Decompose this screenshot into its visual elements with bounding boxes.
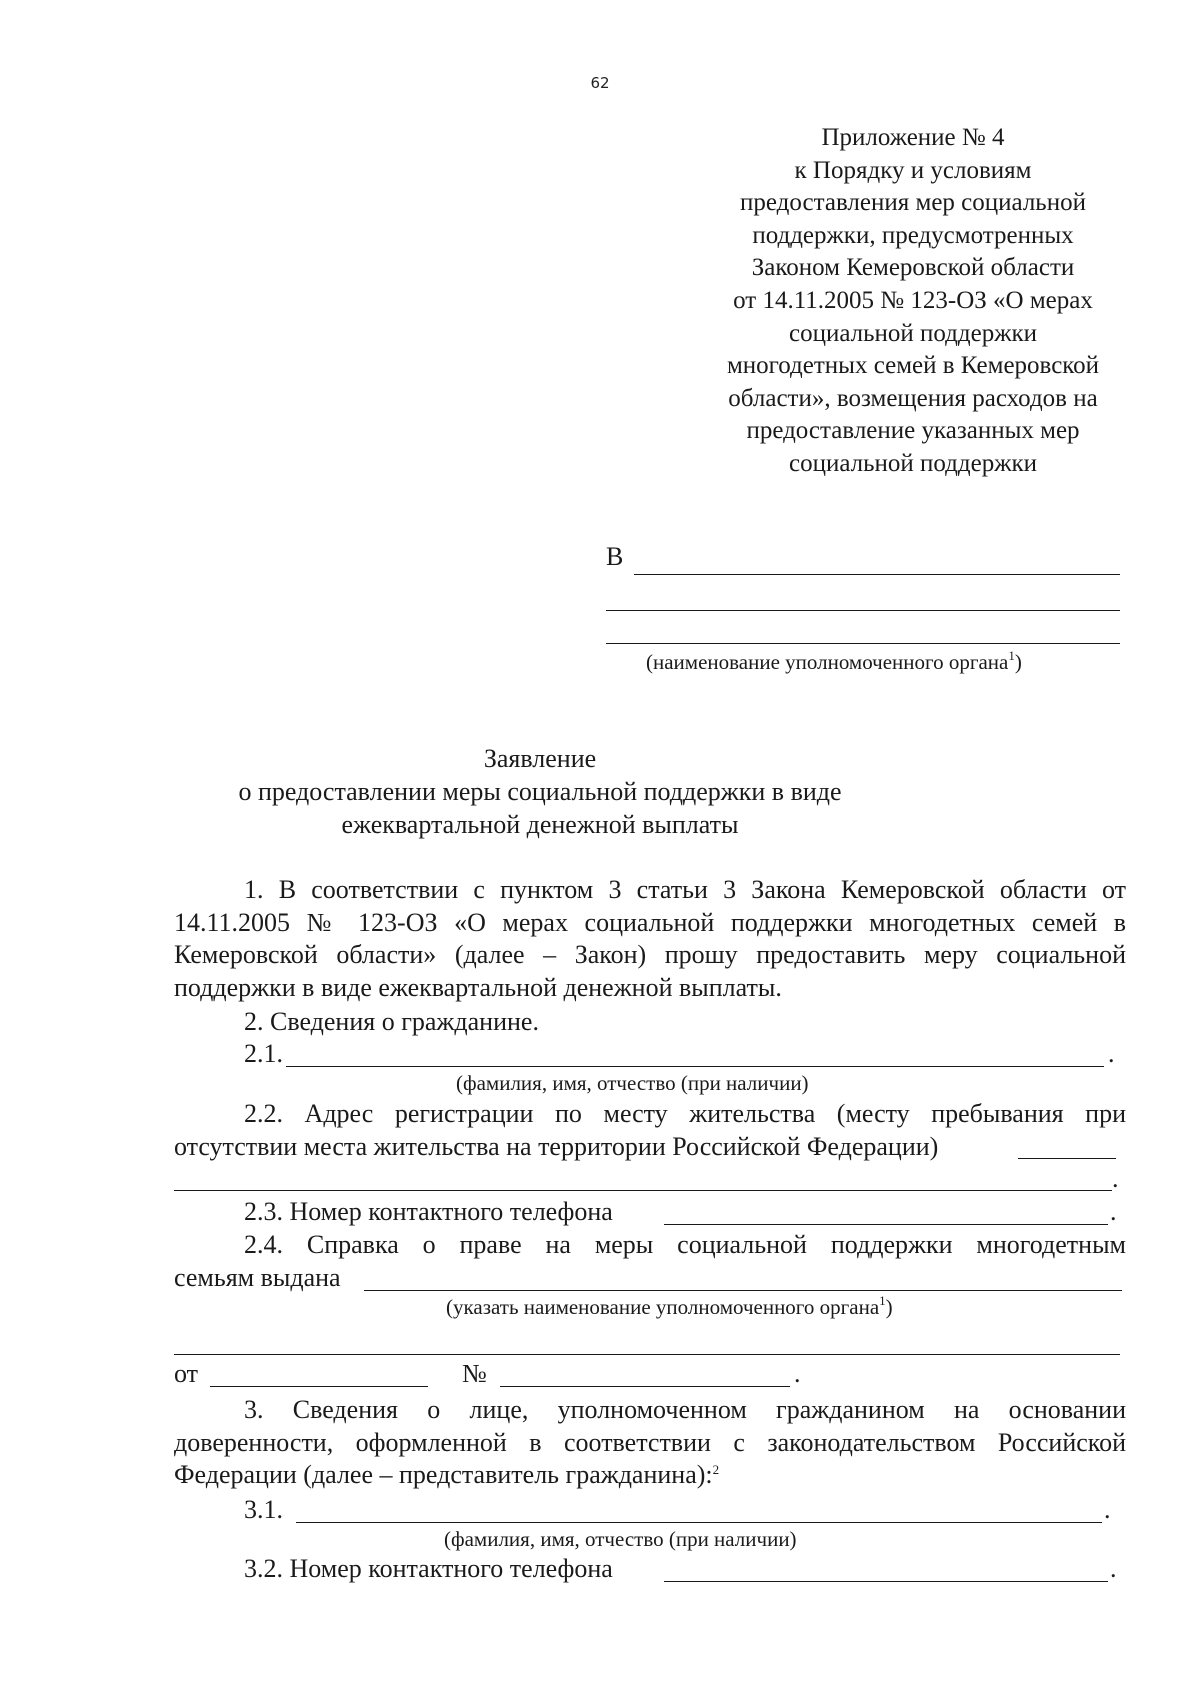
appendix-line: от 14.11.2005 № 123-ОЗ «О мерах <box>733 286 1093 314</box>
field-2-4-no-label: № <box>462 1359 487 1388</box>
addressee-row-1 <box>606 542 1120 576</box>
field-2-3-end: . <box>1110 1197 1117 1226</box>
field-2-2-end: . <box>1112 1164 1119 1193</box>
field-3-1-end: . <box>1104 1495 1111 1524</box>
addressee-blank-1[interactable] <box>634 574 1120 575</box>
field-2-1-label: 2.1. <box>244 1039 283 1068</box>
field-2-4-caption-text: (указать наименование уполномоченного органа <box>446 1295 880 1319</box>
field-2-4-issuer-blank[interactable] <box>364 1290 1122 1291</box>
addressee-prefix: В <box>606 542 624 571</box>
field-2-1-blank[interactable] <box>286 1066 1104 1067</box>
paragraph-1 <box>174 874 1126 1004</box>
paragraph-2-2-content: 2.2. Адрес регистрации по месту жительства (месту пребывания при отсутствии места жительства на территории Российской Федерации) <box>174 1099 1126 1161</box>
field-3-1-caption: (фамилия, имя, отчество (при наличии) <box>444 1527 797 1551</box>
page-number: 62 <box>590 74 610 92</box>
field-3-2-blank[interactable] <box>664 1581 1108 1582</box>
field-3-2-label: 3.2. Номер контактного телефона <box>244 1554 613 1583</box>
paragraph-2-2 <box>174 1098 1126 1163</box>
paragraph-3 <box>174 1394 1126 1492</box>
title-sub-block <box>174 775 1126 841</box>
field-2-4-line-1 <box>174 1229 1126 1261</box>
field-2-4-end: . <box>794 1359 801 1388</box>
addressee-blank-2[interactable] <box>606 610 1120 611</box>
field-2-2-blank-1[interactable] <box>1018 1158 1116 1159</box>
field-2-1-row <box>174 1038 1126 1070</box>
appendix-line: предоставления мер социальной <box>740 189 1086 217</box>
field-2-4-line-2 <box>174 1262 1126 1294</box>
field-3-1-row <box>174 1494 1126 1526</box>
field-3-2-row <box>174 1553 1126 1585</box>
paragraph-3-content: 3. Сведения о лице, уполномоченном гражданином на основании доверенности, оформленной в соответствии с законодательством Российской Федерации (далее – представитель гражданина): <box>174 1395 1126 1489</box>
field-2-4-issuer-blank-2[interactable] <box>174 1354 1120 1355</box>
field-2-3-row <box>174 1196 1126 1228</box>
field-3-2-end: . <box>1110 1554 1117 1583</box>
field-3-1-label: 3.1. <box>244 1495 283 1524</box>
appendix-line: к Порядку и условиям <box>794 156 1032 184</box>
paragraph-2-2-text <box>174 1098 1126 1163</box>
footnote-ref: 2 <box>712 1462 720 1477</box>
field-2-4-text-2: семьям выдана <box>174 1263 341 1292</box>
field-2-3-label: 2.3. Номер контактного телефона <box>244 1197 613 1226</box>
appendix-line: многодетных семей в Кемеровской <box>726 352 1100 380</box>
appendix-line: социальной поддержки <box>788 449 1038 477</box>
appendix-line: Приложение № 4 <box>821 124 1005 151</box>
section-2-heading <box>174 1006 1126 1038</box>
addressee-blank-3[interactable] <box>606 643 1120 644</box>
field-2-1-caption: (фамилия, имя, отчество (при наличии) <box>456 1071 809 1095</box>
paragraph-3-text <box>174 1394 1126 1492</box>
field-2-4-caption-close: ) <box>885 1295 893 1319</box>
appendix-line: области», возмещения расходов на <box>728 384 1098 412</box>
footnote-ref: 1 <box>879 1293 886 1308</box>
addressee-caption <box>646 650 1022 674</box>
footnote-ref: 1 <box>1008 648 1015 663</box>
field-2-2-blank-2[interactable] <box>174 1190 1112 1191</box>
appendix-line: поддержки, предусмотренных <box>752 221 1074 249</box>
appendix-header <box>688 122 1138 481</box>
addressee-caption-close: ) <box>1014 650 1022 674</box>
field-2-3-blank[interactable] <box>664 1224 1108 1225</box>
appendix-line: Законом Кемеровской области <box>751 254 1075 282</box>
title-line-2: о предоставлении меры социальной поддержки в виде <box>238 777 842 806</box>
title-block <box>174 742 1126 775</box>
title-line-3: ежеквартальной денежной выплаты <box>341 810 739 839</box>
field-3-1-blank[interactable] <box>296 1522 1102 1523</box>
field-2-1-end: . <box>1108 1039 1115 1068</box>
field-2-4-caption <box>446 1295 893 1319</box>
appendix-line: предоставление указанных мер <box>746 417 1080 445</box>
field-2-4-text-1: 2.4. Справка о праве на меры социальной поддержки многодетным <box>244 1230 1126 1259</box>
field-2-4-from-label: от <box>174 1359 199 1388</box>
field-2-4-number-blank[interactable] <box>500 1386 790 1387</box>
addressee-caption-text: (наименование уполномоченного органа <box>646 650 1009 674</box>
appendix-line: социальной поддержки <box>788 319 1038 347</box>
field-2-4-date-blank[interactable] <box>210 1386 428 1387</box>
title-heading: Заявление <box>483 744 597 773</box>
paragraph-1-text: 1. В соответствии с пунктом 3 статьи 3 Закона Кемеровской области от 14.11.2005 № 123-ОЗ «О мерах социальной поддержки многодетных семей в Кемеровской области» (далее – Закон) прошу предоставить меру социальной поддержки в виде ежеквартальной денежной выплаты. <box>174 875 1126 1002</box>
field-2-4-date-row <box>174 1358 1126 1390</box>
section-2-title: 2. Сведения о гражданине. <box>244 1007 539 1036</box>
